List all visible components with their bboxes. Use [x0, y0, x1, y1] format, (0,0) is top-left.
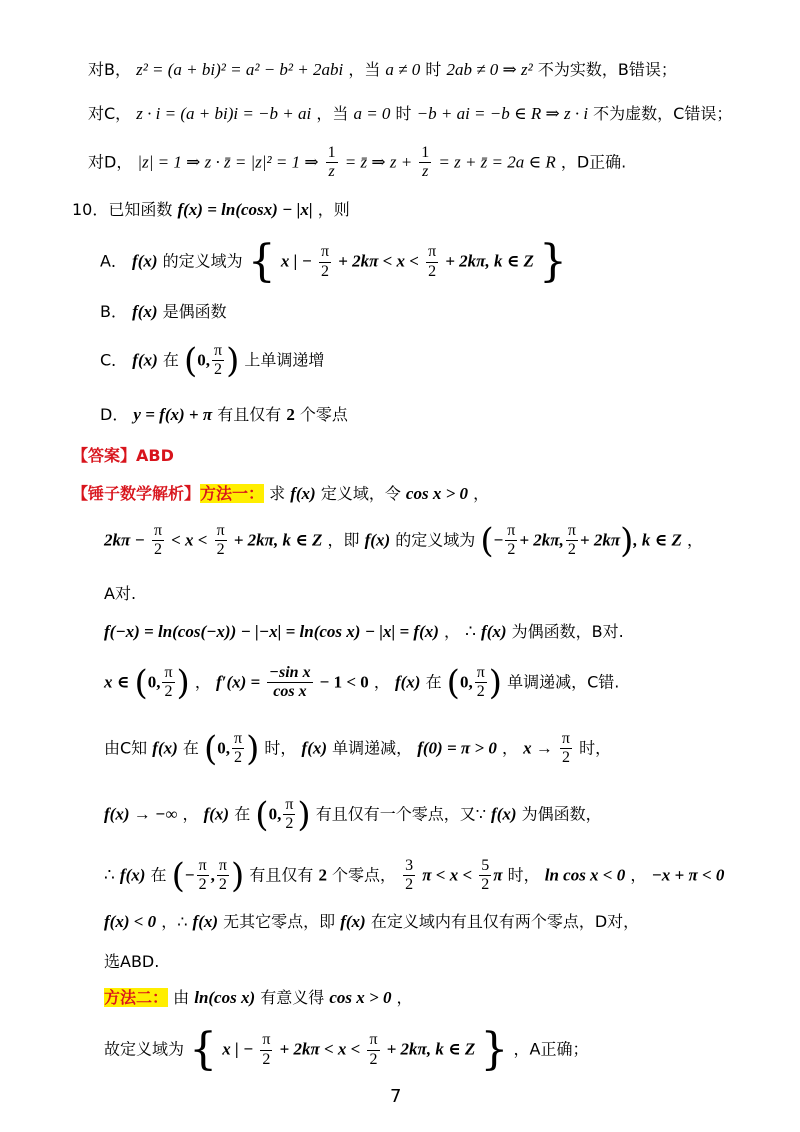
text: 在 — [182, 738, 199, 758]
math: + 2kπ, k ∈ Z — [233, 530, 323, 550]
math: π — [493, 865, 503, 885]
text: 在 — [234, 804, 251, 824]
fraction: $\frac{\pi}{2}$ — [164, 664, 173, 701]
math: f(x) — [152, 738, 178, 758]
math: , — [210, 865, 215, 885]
option-label: B． — [100, 302, 127, 321]
math: f(x) — [132, 251, 158, 271]
math: −b + ai = −b ∈ R ⇒ z · i — [416, 104, 589, 123]
text: 无其它零点，即 — [223, 912, 336, 931]
text: 时， — [579, 738, 612, 758]
math: f(x) — [290, 484, 316, 503]
text: 的定义域为 — [395, 530, 476, 550]
text: ，当 — [348, 60, 381, 79]
brace-left: { — [247, 236, 276, 287]
math: 2ab ≠ 0 ⇒ z² — [446, 60, 533, 79]
math: + 2kπ < x < — [338, 251, 419, 271]
text: 时， — [264, 738, 297, 758]
math: π < x < — [422, 865, 473, 885]
fraction: $\frac{\pi}{2}$ — [567, 522, 576, 559]
option-a — [100, 236, 568, 287]
question-10 — [72, 200, 350, 220]
option-label: D． — [100, 405, 129, 424]
math: 0, — [268, 804, 282, 824]
math: a = 0 — [353, 104, 391, 123]
text: ， — [473, 484, 490, 503]
math: , k ∈ Z — [633, 530, 682, 550]
option-text: 是偶函数 — [162, 302, 227, 321]
fraction: $\frac{1}{z}$ — [421, 144, 430, 181]
math: f(x) < 0 — [104, 912, 157, 931]
paren-left: ( — [134, 662, 148, 703]
paren-left: ( — [480, 520, 494, 561]
line-option-d-analysis — [88, 144, 626, 182]
text: ， — [686, 530, 703, 550]
math: f(x) — [119, 865, 146, 885]
even-line — [104, 622, 624, 642]
text: 在 — [150, 865, 167, 885]
option-label: C． — [100, 350, 128, 370]
math: f(x) → −∞ — [104, 804, 178, 824]
fraction: $\frac{3}{2}$ — [405, 857, 414, 894]
page-number: 7 — [390, 1086, 402, 1107]
text: 时 — [395, 104, 412, 123]
text: 不为虚数，C错误； — [593, 104, 733, 123]
text: 时 — [425, 60, 442, 79]
math: x ∈ — [104, 672, 130, 692]
fraction: $\frac{\pi}{2}$ — [561, 730, 570, 767]
brace-left: { — [189, 1024, 218, 1075]
text: ，∴ — [161, 912, 188, 931]
math: a ≠ 0 — [385, 60, 421, 79]
math: + 2kπ, — [519, 530, 564, 550]
fraction: $\frac{\pi}{2}$ — [507, 522, 516, 559]
fraction: $\frac{\text{−sin x}}{\text{cos x}}$ — [269, 664, 311, 701]
text: ， — [630, 865, 647, 885]
math: 0, — [217, 738, 230, 758]
math: + 2kπ < x < — [279, 1039, 361, 1059]
paren-right: ) — [620, 520, 634, 561]
text: ， — [194, 672, 211, 692]
paren-right: ) — [488, 662, 503, 703]
math: 0, — [197, 350, 210, 370]
answer: 【答案】ABD — [72, 446, 174, 465]
math: 2 — [286, 405, 295, 424]
text: 定义域，令 — [320, 484, 401, 503]
text: 有且仅有 — [249, 865, 314, 885]
infinity-line — [104, 796, 602, 834]
domain-result-line — [104, 1024, 589, 1075]
math: f(x) — [192, 912, 219, 931]
text: 单调递减， — [332, 738, 413, 758]
two-zeros-line — [104, 857, 724, 895]
text: 由 — [173, 988, 190, 1007]
line-option-b-analysis — [88, 60, 677, 80]
text: 在 — [425, 672, 442, 692]
fraction: $\frac{1}{z}$ — [327, 144, 336, 181]
math: ln cos x < 0 — [544, 865, 626, 885]
math: 0, — [147, 672, 161, 692]
choose-line: 选ABD. — [104, 952, 160, 971]
text: 对D， — [88, 152, 133, 172]
math: − — [184, 865, 195, 885]
paren-right: ) — [297, 794, 311, 835]
method-one-label: 方法一： — [200, 484, 265, 503]
option-text: 有且仅有 — [217, 405, 282, 424]
fraction: $\frac{\pi}{2}$ — [233, 730, 243, 767]
method-two-header — [104, 988, 413, 1008]
math: f(x) — [132, 302, 158, 321]
brace-right: } — [480, 1024, 509, 1075]
text: 对B， — [88, 60, 131, 79]
math: f(x) — [481, 622, 507, 641]
math: f(x) — [301, 738, 328, 758]
fraction: $\frac{\pi}{2}$ — [216, 522, 225, 559]
math: f(x) — [491, 804, 517, 824]
paren-right: ) — [246, 728, 260, 769]
text: 不为实数，B错误； — [537, 60, 677, 79]
math: cos x > 0 — [329, 988, 392, 1007]
math: < x < — [171, 530, 208, 550]
text: ， — [373, 672, 390, 692]
text: ，D正确. — [560, 152, 627, 172]
option-label: A． — [100, 251, 127, 271]
text: ，A正确； — [513, 1039, 589, 1059]
fraction: $\frac{\pi}{2}$ — [285, 796, 294, 833]
math: + 2kπ, k ∈ Z — [386, 1039, 476, 1059]
text: 有意义得 — [260, 988, 325, 1007]
fraction: $\frac{\pi}{2}$ — [213, 342, 223, 379]
text: 单调递减，C错. — [507, 672, 620, 692]
text: 有且仅有一个零点，又∵ — [315, 804, 486, 824]
text: ，即 — [327, 530, 360, 550]
text: 故定义域为 — [104, 1039, 185, 1059]
paren-right: ) — [230, 855, 245, 896]
math: − — [493, 530, 504, 550]
option-text: 上单调递增 — [244, 350, 325, 370]
math: |z| = 1 ⇒ z · z̄ = |z|² = 1 ⇒ — [137, 152, 319, 172]
text: 由C知 — [104, 738, 148, 758]
text: 时， — [507, 865, 540, 885]
math: + 2kπ, k ∈ Z — [445, 251, 534, 271]
math: f(x) = ln(cosx) − |x| — [177, 200, 313, 219]
math: x | − — [222, 1039, 254, 1059]
question-text: 10．已知函数 — [72, 200, 173, 219]
text: 对C， — [88, 104, 132, 123]
math: + 2kπ — [579, 530, 621, 550]
option-text: 的定义域为 — [162, 251, 243, 271]
option-d — [100, 405, 348, 425]
fraction: $\frac{\pi}{2}$ — [428, 243, 437, 280]
fraction: $\frac{5}{2}$ — [481, 857, 490, 894]
text: ， — [444, 622, 461, 641]
fraction: $\frac{\pi}{2}$ — [262, 1031, 271, 1068]
paren-left: ( — [255, 794, 269, 835]
fraction: $\frac{\pi}{2}$ — [476, 664, 485, 701]
math: 2kπ − — [104, 530, 145, 550]
line-option-c-analysis — [88, 104, 732, 124]
math: y = f(x) + π — [133, 405, 213, 424]
option-text: 在 — [162, 350, 179, 370]
math: f(x) — [364, 530, 391, 550]
math: f(x) — [203, 804, 230, 824]
paren-left: ( — [171, 855, 185, 896]
math: f(−x) = ln(cos(−x)) − |−x| = ln(cos x) − |x| = f(x) — [104, 622, 439, 641]
option-text: 个零点 — [299, 405, 348, 424]
analysis-label: 【锤子数学解析】 — [72, 484, 201, 503]
method-two-label: 方法二： — [104, 988, 169, 1007]
from-c-line — [104, 730, 611, 768]
math: x → — [523, 738, 553, 758]
math: 0, — [459, 672, 473, 692]
fraction: $\frac{\pi}{2}$ — [369, 1031, 378, 1068]
math: = z̄ ⇒ z + — [344, 152, 413, 172]
text: ， — [182, 804, 199, 824]
option-b — [100, 302, 227, 322]
math: 2 — [318, 865, 327, 885]
math: = z + z̄ = 2a ∈ R — [438, 152, 556, 172]
math: f(0) = π > 0 — [417, 738, 497, 758]
paren-left: ( — [183, 340, 198, 381]
paren-right: ) — [176, 662, 190, 703]
brace-right: } — [539, 236, 568, 287]
text: ，则 — [317, 200, 350, 219]
text: ，当 — [316, 104, 349, 123]
math: f(x) — [132, 350, 158, 370]
math: cos x > 0 — [405, 484, 469, 503]
text: 为偶函数， — [521, 804, 602, 824]
math: ln(cos x) — [194, 988, 256, 1007]
text: 在定义域内有且仅有两个零点，D对， — [370, 912, 640, 931]
math: −x + π < 0 — [651, 865, 725, 885]
therefore: ∴ — [104, 865, 115, 885]
fraction: $\frac{\pi}{2}$ — [153, 522, 163, 559]
paren-right: ) — [226, 340, 240, 381]
fraction: $\frac{\pi}{2}$ — [320, 243, 330, 280]
negative-line — [104, 912, 639, 932]
math: z · i = (a + bi)i = −b + ai — [136, 104, 312, 123]
math: f′(x) = — [216, 672, 261, 692]
fraction: $\frac{\pi}{2}$ — [198, 857, 207, 894]
fraction: $\frac{\pi}{2}$ — [218, 857, 227, 894]
domain-line — [104, 522, 703, 560]
paren-left: ( — [203, 728, 218, 769]
option-c — [100, 342, 324, 380]
text: ， — [501, 738, 518, 758]
text: 为偶函数，B对. — [511, 622, 624, 641]
text: 个零点， — [332, 865, 397, 885]
derivative-line — [104, 664, 619, 702]
therefore: ∴ — [465, 622, 476, 641]
math: f(x) — [340, 912, 366, 931]
math: − 1 < 0 — [319, 672, 369, 692]
math: z² = (a + bi)² = a² − b² + 2abi — [136, 60, 344, 79]
text: ， — [396, 988, 413, 1007]
paren-left: ( — [446, 662, 460, 703]
math: f(x) — [394, 672, 421, 692]
text: 求 — [269, 484, 286, 503]
a-correct: A对. — [104, 584, 137, 603]
math: x | − — [280, 251, 312, 271]
method-one-header — [72, 484, 489, 504]
